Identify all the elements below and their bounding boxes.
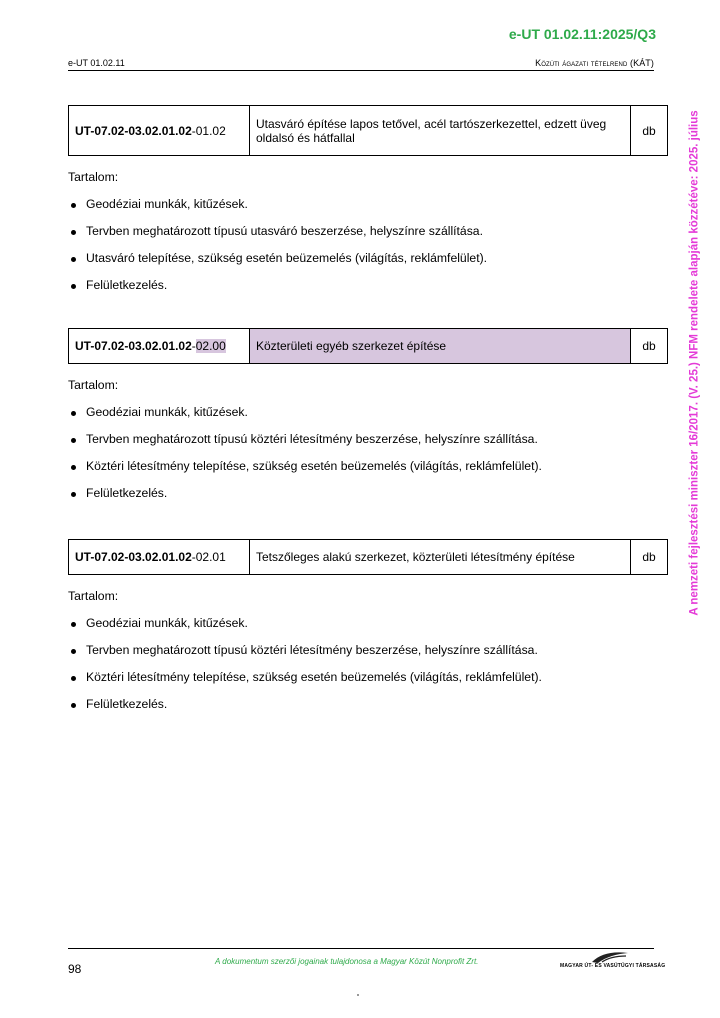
header-left: e-UT 01.02.11 — [68, 58, 125, 68]
side-note-text: A nemzeti fejlesztési miniszter 16/2017. (V. 25.) NFM rendelete alapján közzétéve: 2025. július — [689, 109, 702, 616]
item-unit: db — [631, 540, 668, 575]
list-item: Tervben meghatározott típusú köztéri létesítmény beszerzése, helyszínre szállítása. — [68, 643, 658, 657]
item-content — [68, 378, 658, 513]
content-list — [68, 616, 658, 711]
item-description: Tetszőleges alakú szerkezet, közterületi létesítmény építése — [250, 540, 631, 575]
content-label: Tartalom: — [68, 170, 119, 184]
logo-text: MAGYAR ÚT- ÉS VASÚTÜGYI TÁRSASÁG — [560, 963, 666, 969]
content-list — [68, 197, 658, 292]
item-table — [68, 328, 668, 364]
item-description: Közterületi egyéb szerkezet építése — [250, 329, 631, 364]
list-item: Köztéri létesítmény telepítése, szükség esetén beüzemelés (világítás, reklámfelület). — [68, 459, 658, 473]
item-table — [68, 539, 668, 575]
list-item: Utasváró telepítése, szükség esetén beüzemelés (világítás, reklámfelület). — [68, 251, 658, 265]
list-item: Felületkezelés. — [68, 486, 658, 500]
copyright-notice: A dokumentum szerzői jogainak tulajdonosa a Magyar Közút Nonprofit Zrt. — [215, 957, 479, 966]
highlighted-suffix: 02.00 — [195, 339, 226, 353]
content-label: Tartalom: — [68, 589, 119, 603]
item-content — [68, 589, 658, 724]
item-description: Utasváró építése lapos tetővel, acél tartószerkezettel, edzett üveg oldalsó és hátfallal — [250, 106, 631, 156]
document-code: e-UT 01.02.11:2025/Q3 — [508, 26, 656, 42]
item-table — [68, 105, 668, 156]
side-note — [683, 95, 707, 630]
list-item: Köztéri létesítmény telepítése, szükség esetén beüzemelés (világítás, reklámfelület). — [68, 670, 658, 684]
content-list — [68, 405, 658, 500]
list-item: Tervben meghatározott típusú köztéri létesítmény beszerzése, helyszínre szállítása. — [68, 432, 658, 446]
list-item: Geodéziai munkák, kitűzések. — [68, 197, 658, 211]
list-item: Geodéziai munkák, kitűzések. — [68, 616, 658, 630]
list-item: Felületkezelés. — [68, 278, 658, 292]
item-unit: db — [631, 329, 668, 364]
list-item: Tervben meghatározott típusú utasváró beszerzése, helyszínre szállítása. — [68, 224, 658, 238]
page-number: 98 — [68, 962, 82, 976]
item-code: UT-07.02-03.02.01.02-02.01 — [69, 540, 250, 575]
company-logo — [560, 950, 666, 972]
logo-mark-icon — [590, 950, 630, 964]
item-code: UT-07.02-03.02.01.02-01.02 — [69, 106, 250, 156]
page-header — [68, 58, 654, 71]
header-right: Közúti ágazati tételrend (KÁT) — [535, 58, 654, 68]
content-label: Tartalom: — [68, 378, 119, 392]
item-code: UT-07.02-03.02.01.02-02.00 — [69, 329, 250, 364]
item-unit: db — [631, 106, 668, 156]
decorative-dot — [357, 994, 359, 996]
list-item: Geodéziai munkák, kitűzések. — [68, 405, 658, 419]
list-item: Felületkezelés. — [68, 697, 658, 711]
item-content — [68, 170, 658, 305]
footer-divider — [68, 948, 654, 949]
